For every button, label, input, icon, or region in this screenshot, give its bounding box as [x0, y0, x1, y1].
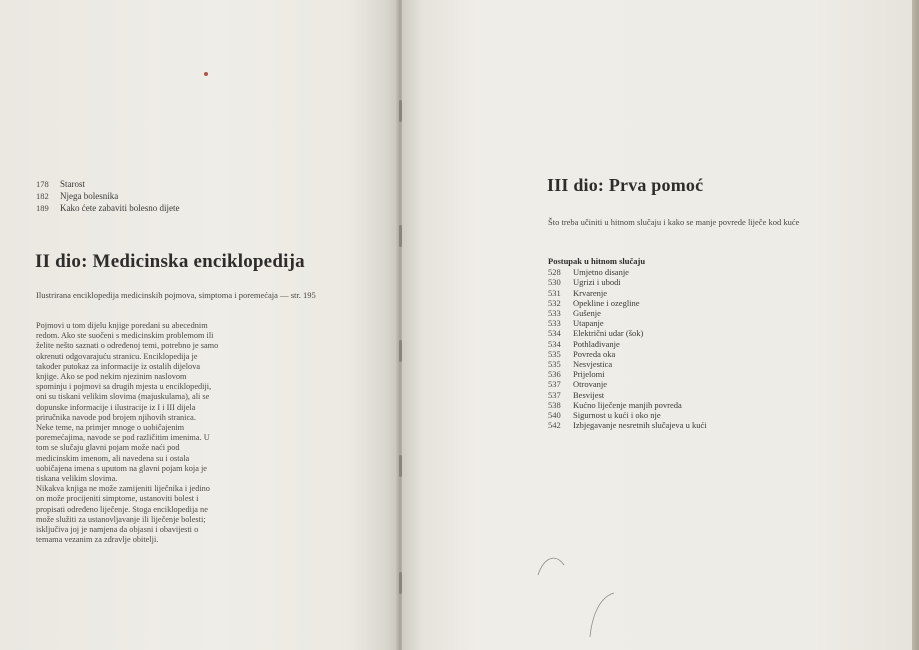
- body-line: oni su tiskani velikim slovima (majuskulama), ali se: [36, 392, 210, 402]
- body-line: knjige. Ako se pod nekim njezinim naslovom: [36, 372, 187, 382]
- toc-page-number: 535: [548, 359, 561, 370]
- toc-row: [548, 379, 707, 389]
- body-line: on može procijeniti simptome, ustanoviti bolest i: [36, 494, 199, 504]
- toc-row: [548, 328, 707, 338]
- toc-entry: Utapanje: [573, 318, 604, 329]
- toc-page-number: 528: [548, 267, 561, 278]
- toc-page-number: 536: [548, 369, 561, 380]
- body-line: također putokaz za informacije iz ostalih dijelova: [36, 361, 201, 371]
- toc-entry: Ugrizi i ubodi: [573, 277, 621, 288]
- toc-page-number: 534: [548, 328, 561, 339]
- toc-page-number: 182: [36, 191, 49, 201]
- toc-entry: Sigurnost u kući i oko nje: [573, 410, 661, 421]
- toc-page-number: 532: [548, 297, 561, 308]
- toc-row: [36, 202, 179, 214]
- toc-entry: Prijelomi: [573, 369, 605, 380]
- body-line: okrenuti odgovarajuću stranicu. Enciklopedija je: [36, 351, 198, 361]
- toc-page-number: 189: [36, 203, 49, 213]
- toc-page-number: 542: [548, 420, 561, 431]
- body-line: redom. Ako ste suočeni s medicinskim problemom ili: [36, 331, 214, 341]
- toc-row: [548, 359, 707, 369]
- toc-page-number: 537: [548, 379, 561, 390]
- toc-page-number: 530: [548, 277, 561, 288]
- body-line: priručnika navode pod brojem njihovih stranica.: [36, 412, 196, 422]
- body-line: Pojmovi u tom dijelu knjige poredani su abecednim: [36, 321, 208, 330]
- body-line: spominju i pojmovi sa drugih mjesta u enciklopediji,: [36, 382, 212, 392]
- ink-speck: [204, 72, 208, 76]
- toc-entry: Nesvjestica: [573, 359, 613, 370]
- part-two-subtitle: Ilustrirana enciklopedija medicinskih pojmova, simptoma i poremećaja — str. 195: [36, 290, 316, 300]
- body-line: uobičajena imena s uputom na glavni pojam koja je: [36, 463, 207, 473]
- toc-entry: Opekline i ozegline: [573, 297, 640, 308]
- body-line: želite nešto saznati o određenoj temi, potrebno je samo: [36, 341, 219, 351]
- toc-entry: Kućno liječenje manjih povreda: [573, 399, 682, 410]
- toc-entry: Krvarenje: [573, 287, 607, 298]
- body-line: poremećajima, navode se pod različitim imenima. U: [36, 433, 210, 443]
- body-line: može služiti za ustanovljavanje ili liječenje bolesti;: [36, 514, 206, 524]
- toc-row: [548, 349, 707, 359]
- toc-page-number: 537: [548, 389, 561, 400]
- toc-row: [548, 298, 707, 308]
- toc-entry: Povreda oka: [573, 348, 616, 359]
- toc-row: [548, 277, 707, 287]
- part-two-description: [36, 321, 268, 545]
- toc-entry: Besvijest: [573, 389, 605, 400]
- toc-page-number: 533: [548, 318, 561, 329]
- section-heading: Postupak u hitnom slučaju: [548, 256, 646, 266]
- toc-entry: Izbjegavanje nesretnih slučajeva u kući: [573, 420, 707, 431]
- toc-page-number: 531: [548, 287, 561, 298]
- part-two-title: II dio: Medicinska enciklopedija: [35, 251, 305, 272]
- emergency-contents: [548, 256, 707, 430]
- toc-continuation: [36, 178, 179, 214]
- toc-row: [548, 420, 707, 430]
- toc-page-number: 540: [548, 410, 561, 421]
- toc-row: [548, 339, 707, 349]
- toc-entry: Njega bolesnika: [60, 191, 119, 201]
- toc-row: [548, 369, 707, 379]
- part-three-title: III dio: Prva pomoć: [547, 175, 704, 195]
- toc-page-number: 534: [548, 338, 561, 349]
- body-line: medicinskim imenom, ali navedena su i ostala: [36, 453, 190, 463]
- toc-row: [548, 400, 707, 410]
- toc-row: [36, 178, 179, 190]
- body-line: Neke teme, na primjer mnoge o uobičajenim: [36, 423, 185, 433]
- toc-page-number: 535: [548, 348, 561, 359]
- body-line: tiskana velikim slovima.: [36, 474, 118, 484]
- toc-entry: Gušenje: [573, 308, 601, 319]
- body-line: isključiva joj je namjena da objasni i obavijesti o: [36, 525, 199, 535]
- body-line: propisati određeno liječenje. Stoga enciklopedija ne: [36, 504, 208, 514]
- toc-row: [548, 308, 707, 318]
- toc-row: [548, 318, 707, 328]
- toc-page-number: 178: [36, 179, 49, 189]
- toc-entry: Pothlađivanje: [573, 338, 620, 349]
- body-line: dopunske informacije i ilustracije iz I i III dijela: [36, 402, 196, 412]
- toc-row: [548, 288, 707, 298]
- toc-entry: Starost: [60, 179, 86, 189]
- toc-entry: Otrovanje: [573, 379, 607, 390]
- toc-entry: Umjetno disanje: [573, 267, 629, 278]
- toc-row: [36, 190, 179, 202]
- body-line: tom se slučaju glavni pojam može naći pod: [36, 443, 180, 453]
- body-line: Nikakva knjiga ne može zamijeniti liječnika i jedino: [36, 484, 210, 494]
- part-three-subtitle: Što treba učiniti u hitnom slučaju i kako se manje povrede liječe kod kuće: [548, 217, 800, 227]
- toc-row: [548, 390, 707, 400]
- toc-page-number: 538: [548, 399, 561, 410]
- toc-entry: Električni udar (šok): [573, 328, 644, 339]
- toc-page-number: 533: [548, 308, 561, 319]
- toc-entry: Kako ćete zabaviti bolesno dijete: [60, 203, 180, 213]
- right-page: [402, 0, 913, 650]
- pencil-mark: [530, 545, 650, 645]
- body-line: temama vezanim za zdravlje obitelji.: [36, 535, 159, 545]
- left-page: [0, 0, 398, 650]
- toc-row: [548, 410, 707, 420]
- toc-row: [548, 267, 707, 277]
- page-edge: [912, 0, 919, 650]
